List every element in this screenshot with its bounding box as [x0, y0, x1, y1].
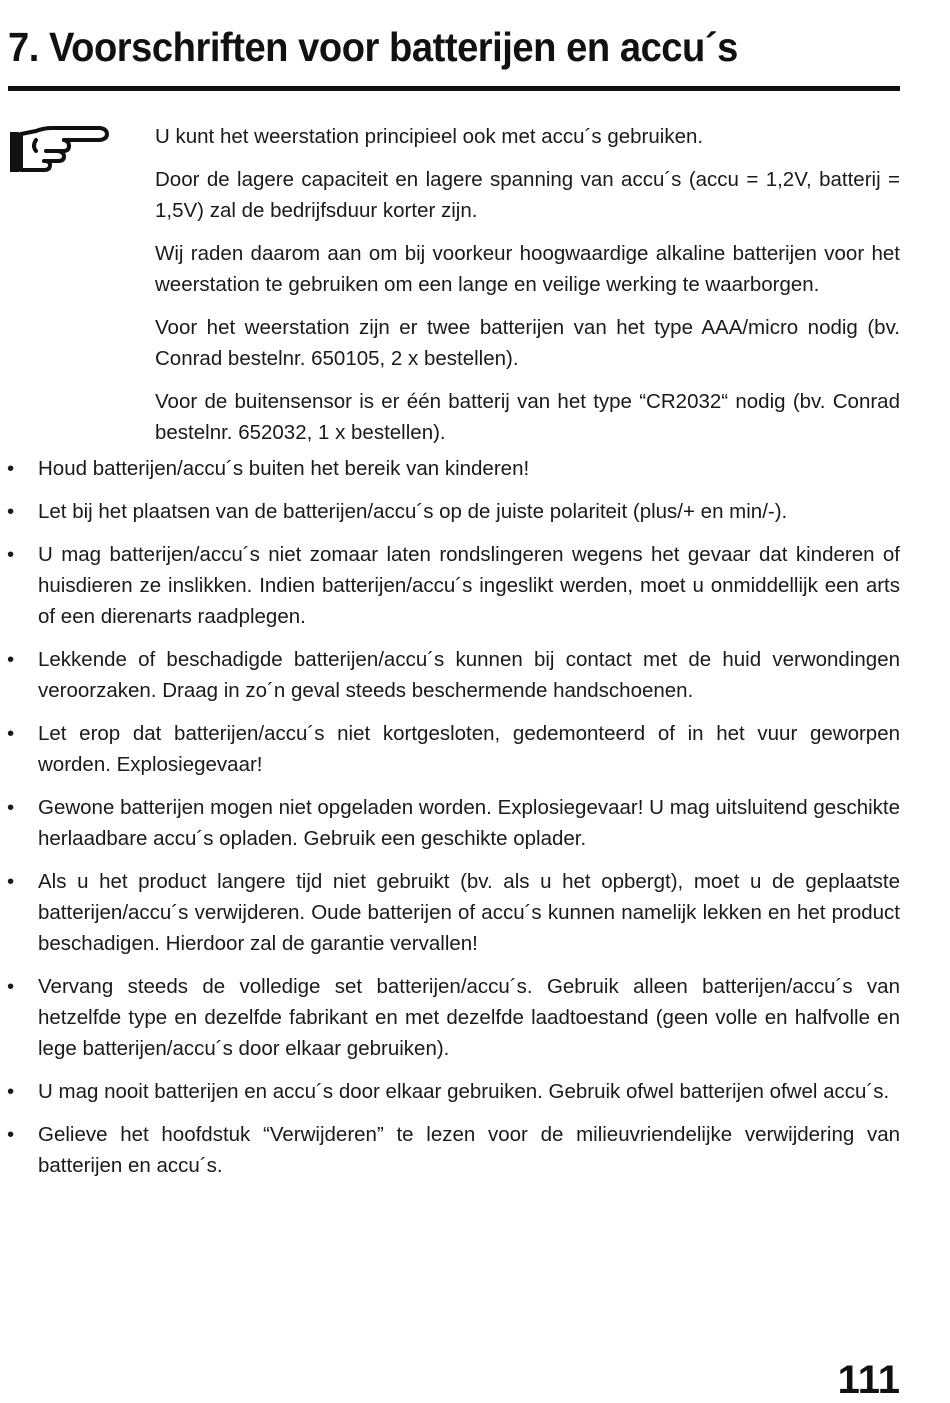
bullet-marker: • [7, 648, 15, 671]
note-paragraph: Door de lagere capaciteit en lagere spanning van accu´s (accu = 1,2V, batterij = 1,5V) zal de bedrijfsduur korter zijn. [155, 168, 900, 222]
bullet-marker: • [7, 870, 15, 893]
page-number: 111 [837, 1358, 900, 1402]
pointing-hand-icon [8, 122, 110, 178]
safety-bullet-list [0, 453, 900, 1193]
note-paragraph: Wij raden daarom aan om bij voorkeur hoogwaardige alkaline batterijen voor het weerstation te gebruiken om een lange en veilige werking te waarborgen. [155, 242, 900, 296]
list-item-text: Let erop dat batterijen/accu´s niet kortgesloten, gedemonteerd of in het vuur geworpen worden. Explosiegevaar! [38, 722, 900, 776]
list-item [0, 539, 900, 632]
note-paragraph: U kunt het weerstation principieel ook met accu´s gebruiken. [155, 125, 704, 148]
bullet-marker: • [7, 1123, 15, 1146]
note-paragraph: Voor het weerstation zijn er twee batterijen van het type AAA/micro nodig (bv. Conrad bestelnr. 650105, 2 x bestellen). [155, 316, 900, 370]
list-item [0, 1119, 900, 1181]
list-item [0, 792, 900, 854]
list-item-text: U mag nooit batterijen en accu´s door elkaar gebruiken. Gebruik ofwel batterijen ofwel accu´s. [38, 1080, 890, 1103]
list-item [0, 496, 900, 527]
bullet-marker: • [7, 457, 15, 480]
list-item-text: Gewone batterijen mogen niet opgeladen worden. Explosiegevaar! U mag uitsluitend geschikte herlaadbare accu´s opladen. Gebruik een geschikte oplader. [38, 796, 900, 850]
note-paragraph: Voor de buitensensor is er één batterij van het type “CR2032“ nodig (bv. Conrad bestelnr. 652032, 1 x bestellen). [155, 390, 900, 444]
list-item [0, 971, 900, 1064]
list-item-text: Als u het product langere tijd niet gebruikt (bv. als u het opbergt), moet u de geplaatste batterijen/accu´s verwijderen. Oude batterijen of accu´s kunnen namelijk lekken en het product beschadigen. Hierdoor zal de garantie vervallen! [38, 870, 900, 955]
bullet-marker: • [7, 796, 15, 819]
note-block [155, 121, 900, 460]
bullet-marker: • [7, 500, 15, 523]
bullet-marker: • [7, 975, 15, 998]
list-item-text: Vervang steeds de volledige set batterijen/accu´s. Gebruik alleen batterijen/accu´s van hetzelfde type en dezelfde fabrikant en met dezelfde laadtoestand (geen volle en halfvolle en lege batterijen/accu´s door elkaar gebruiken). [38, 975, 900, 1060]
section-heading: 7. Voorschriften voor batterijen en accu´s [8, 24, 738, 70]
list-item [0, 718, 900, 780]
list-item [0, 866, 900, 959]
list-item-text: Houd batterijen/accu´s buiten het bereik van kinderen! [38, 457, 530, 480]
bullet-marker: • [7, 1080, 15, 1103]
list-item-text: Lekkende of beschadigde batterijen/accu´s kunnen bij contact met de huid verwondingen veroorzaken. Draag in zo´n geval steeds beschermende handschoenen. [38, 648, 900, 702]
list-item [0, 453, 900, 484]
bullet-marker: • [7, 722, 15, 745]
list-item [0, 1076, 900, 1107]
heading-rule [8, 86, 900, 91]
list-item-text: Gelieve het hoofdstuk “Verwijderen” te lezen voor de milieuvriendelijke verwijdering van batterijen en accu´s. [38, 1123, 900, 1177]
bullet-marker: • [7, 543, 15, 566]
list-item-text: Let bij het plaatsen van de batterijen/accu´s op de juiste polariteit (plus/+ en min/-). [38, 500, 788, 523]
list-item [0, 644, 900, 706]
list-item-text: U mag batterijen/accu´s niet zomaar laten rondslingeren wegens het gevaar dat kinderen of huisdieren ze inslikken. Indien batterijen/accu´s ingeslikt werden, moet u onmiddellijk een arts of een dierenarts raadplegen. [38, 543, 900, 628]
